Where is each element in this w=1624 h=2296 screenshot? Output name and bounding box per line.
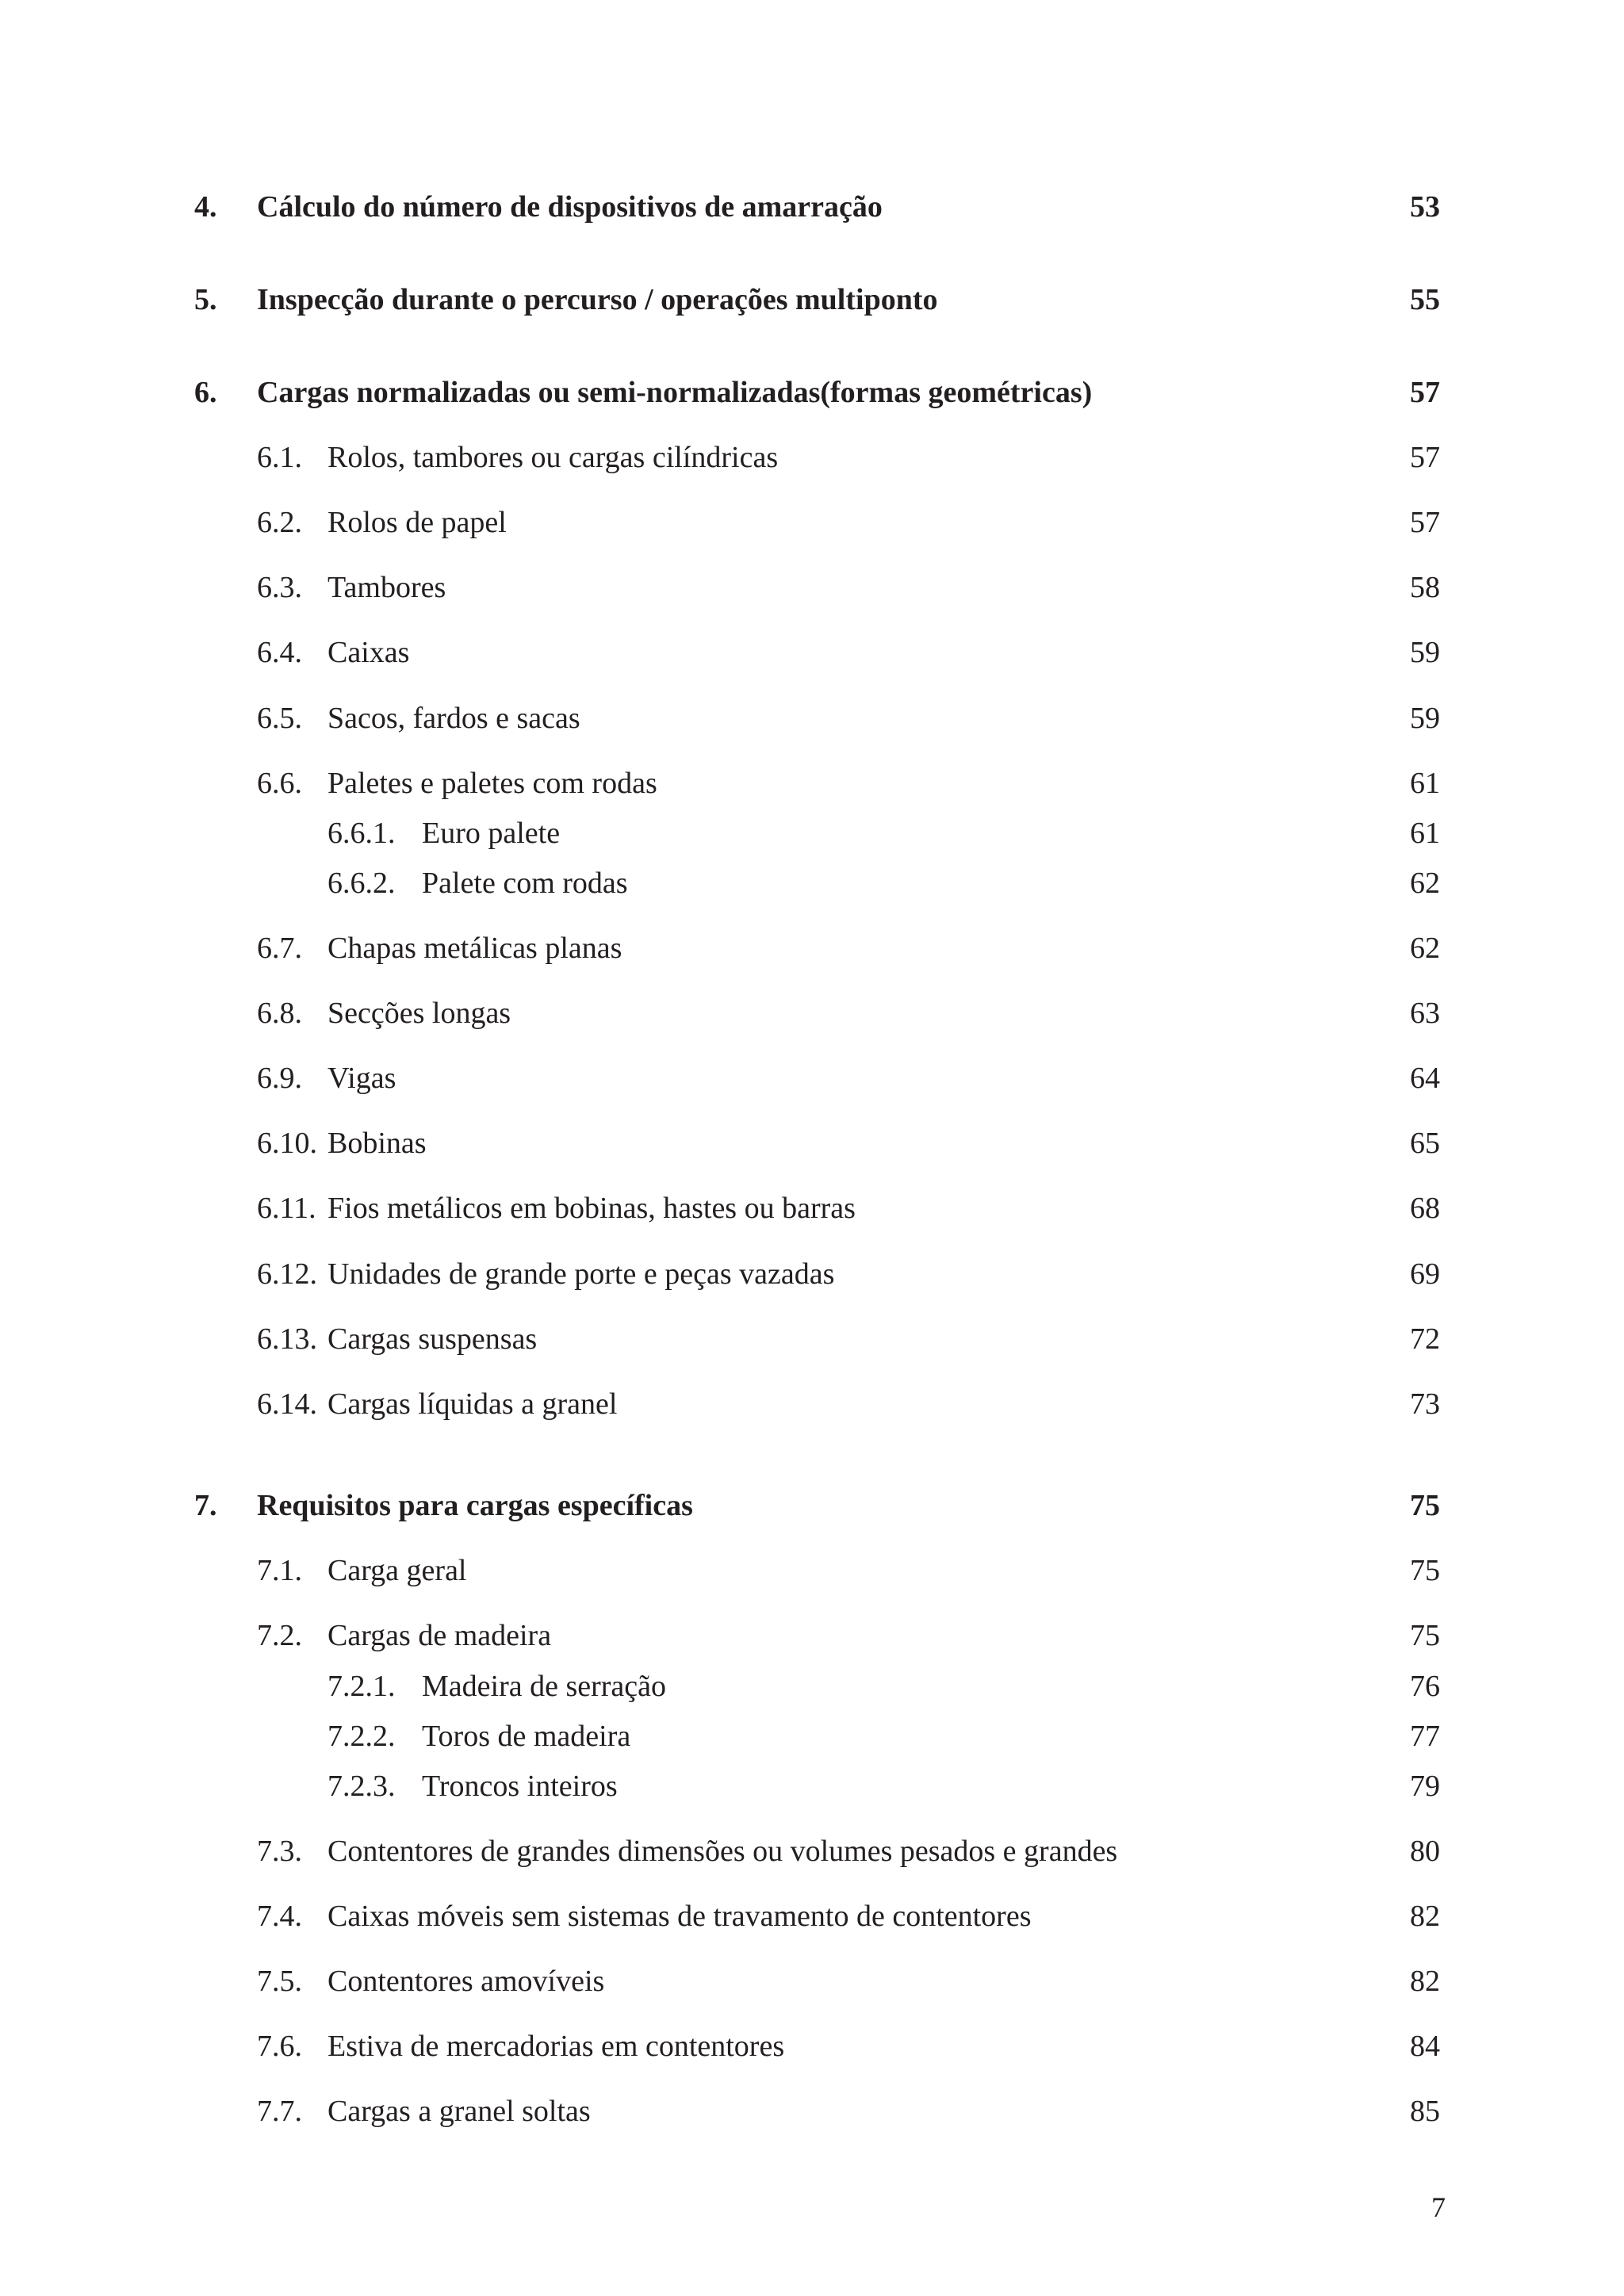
toc-entry-7-6[interactable]: [0, 2022, 1624, 2070]
toc-entry-7-2[interactable]: [0, 1612, 1624, 1659]
entry-page-number: 61: [1410, 817, 1440, 850]
entry-page-number: 61: [1410, 767, 1440, 800]
toc-entry-6-1[interactable]: [0, 434, 1624, 481]
toc-entry-6-6[interactable]: [0, 760, 1624, 807]
entry-title: Troncos inteiros: [422, 1770, 618, 1803]
entry-title: Rolos de papel: [327, 506, 507, 539]
entry-title: Rolos, tambores ou cargas cilíndricas: [327, 441, 779, 474]
toc-entry-7-2-2[interactable]: [0, 1712, 1624, 1760]
entry-number: 7.7.: [257, 2095, 302, 2128]
toc-entry-6-13[interactable]: [0, 1315, 1624, 1363]
entry-page-number: 64: [1410, 1062, 1440, 1095]
entry-page-number: 59: [1410, 636, 1440, 669]
entry-number: 7.3.: [257, 1835, 302, 1868]
entry-title: Cargas normalizadas ou semi-normalizadas(formas geométricas): [257, 376, 1093, 409]
page-number-footer: 7: [1431, 2191, 1446, 2223]
entry-number: 6.1.: [257, 441, 302, 474]
entry-page-number: 80: [1410, 1835, 1440, 1868]
entry-title: Paletes e paletes com rodas: [327, 767, 657, 800]
toc-entry-6-8[interactable]: [0, 989, 1624, 1037]
toc-entry-7-5[interactable]: [0, 1957, 1624, 2005]
entry-title: Cargas líquidas a granel: [327, 1387, 618, 1421]
entry-number: 5.: [194, 283, 217, 316]
entry-title: Estiva de mercadorias em contentores: [327, 2030, 785, 2063]
entry-title: Sacos, fardos e sacas: [327, 702, 580, 735]
toc-entry-7-2-1[interactable]: [0, 1663, 1624, 1710]
entry-number: 7.6.: [257, 2030, 302, 2063]
entry-number: 7.4.: [257, 1900, 302, 1933]
toc-entry-6[interactable]: [0, 369, 1624, 416]
entry-number: 6.7.: [257, 932, 302, 965]
toc-entry-6-6-2[interactable]: [0, 859, 1624, 907]
entry-title: Toros de madeira: [422, 1720, 631, 1753]
entry-page-number: 75: [1410, 1489, 1440, 1522]
entry-number: 6.5.: [257, 702, 302, 735]
entry-page-number: 72: [1410, 1322, 1440, 1356]
entry-page-number: 63: [1410, 997, 1440, 1030]
entry-page-number: 59: [1410, 702, 1440, 735]
toc-entry-7[interactable]: [0, 1482, 1624, 1529]
toc-entry-7-4[interactable]: [0, 1892, 1624, 1940]
toc-entry-6-11[interactable]: [0, 1184, 1624, 1232]
entry-title: Fios metálicos em bobinas, hastes ou barras: [327, 1192, 856, 1225]
entry-title: Caixas: [327, 636, 410, 669]
entry-page-number: 82: [1410, 1900, 1440, 1933]
toc-entry-6-14[interactable]: [0, 1380, 1624, 1428]
toc-entry-5[interactable]: [0, 276, 1624, 323]
entry-number: 6.2.: [257, 506, 302, 539]
entry-number: 6.11.: [257, 1192, 316, 1225]
entry-number: 7.2.2.: [327, 1720, 396, 1753]
entry-page-number: 57: [1410, 376, 1440, 409]
entry-title: Carga geral: [327, 1554, 467, 1587]
toc-entry-7-7[interactable]: [0, 2087, 1624, 2135]
entry-title: Contentores de grandes dimensões ou volumes pesados e grandes: [327, 1835, 1118, 1868]
entry-page-number: 57: [1410, 506, 1440, 539]
entry-title: Requisitos para cargas específicas: [257, 1489, 693, 1522]
entry-page-number: 57: [1410, 441, 1440, 474]
entry-number: 6.6.: [257, 767, 302, 800]
entry-page-number: 84: [1410, 2030, 1440, 2063]
entry-number: 6.9.: [257, 1062, 302, 1095]
entry-number: 7.2.1.: [327, 1670, 396, 1703]
entry-number: 6.12.: [257, 1257, 317, 1291]
toc-entry-7-3[interactable]: [0, 1827, 1624, 1875]
toc-entry-6-12[interactable]: [0, 1250, 1624, 1298]
toc-entry-6-5[interactable]: [0, 695, 1624, 742]
entry-page-number: 85: [1410, 2095, 1440, 2128]
entry-number: 7.: [194, 1489, 217, 1522]
toc-entry-6-3[interactable]: [0, 564, 1624, 611]
entry-title: Cargas a granel soltas: [327, 2095, 591, 2128]
entry-page-number: 79: [1410, 1770, 1440, 1803]
entry-number: 6.14.: [257, 1387, 317, 1421]
entry-title: Cargas de madeira: [327, 1619, 552, 1652]
entry-number: 7.5.: [257, 1965, 302, 1998]
entry-page-number: 58: [1410, 571, 1440, 604]
entry-page-number: 69: [1410, 1257, 1440, 1291]
entry-number: 6.10.: [257, 1127, 317, 1160]
entry-page-number: 53: [1410, 190, 1440, 224]
entry-number: 6.6.1.: [327, 817, 396, 850]
entry-page-number: 75: [1410, 1554, 1440, 1587]
entry-number: 4.: [194, 190, 217, 224]
entry-page-number: 62: [1410, 867, 1440, 900]
entry-number: 6.13.: [257, 1322, 317, 1356]
entry-title: Chapas metálicas planas: [327, 932, 622, 965]
entry-page-number: 65: [1410, 1127, 1440, 1160]
entry-number: 6.4.: [257, 636, 302, 669]
entry-title: Euro palete: [422, 817, 561, 850]
entry-title: Contentores amovíveis: [327, 1965, 605, 1998]
entry-title: Cargas suspensas: [327, 1322, 538, 1356]
entry-number: 7.2.: [257, 1619, 302, 1652]
entry-title: Cálculo do número de dispositivos de amarração: [257, 190, 883, 224]
entry-page-number: 82: [1410, 1965, 1440, 1998]
entry-title: Bobinas: [327, 1127, 427, 1160]
entry-number: 6.6.2.: [327, 867, 396, 900]
entry-page-number: 77: [1410, 1720, 1440, 1753]
entry-number: 6.8.: [257, 997, 302, 1030]
entry-page-number: 55: [1410, 283, 1440, 316]
entry-page-number: 73: [1410, 1387, 1440, 1421]
toc-entry-4[interactable]: [0, 183, 1624, 231]
entry-number: 7.2.3.: [327, 1770, 396, 1803]
entry-page-number: 75: [1410, 1619, 1440, 1652]
entry-number: 7.1.: [257, 1554, 302, 1587]
entry-number: 6.3.: [257, 571, 302, 604]
toc-entry-7-1[interactable]: [0, 1547, 1624, 1594]
entry-page-number: 62: [1410, 932, 1440, 965]
entry-title: Palete com rodas: [422, 867, 628, 900]
entry-title: Vigas: [327, 1062, 396, 1095]
entry-title: Inspecção durante o percurso / operações multiponto: [257, 283, 938, 316]
entry-title: Madeira de serração: [422, 1670, 667, 1703]
entry-number: 6.: [194, 376, 217, 409]
entry-page-number: 68: [1410, 1192, 1440, 1225]
entry-page-number: 76: [1410, 1670, 1440, 1703]
toc-entry-6-6-1[interactable]: [0, 809, 1624, 857]
entry-title: Caixas móveis sem sistemas de travamento de contentores: [327, 1900, 1032, 1933]
entry-title: Secções longas: [327, 997, 511, 1030]
toc-entry-6-2[interactable]: [0, 499, 1624, 546]
toc-entry-7-2-3[interactable]: [0, 1762, 1624, 1810]
toc-entry-6-4[interactable]: [0, 629, 1624, 676]
toc-entry-6-7[interactable]: [0, 924, 1624, 972]
entry-title: Tambores: [327, 571, 446, 604]
toc-entry-6-10[interactable]: [0, 1119, 1624, 1167]
toc-entry-6-9[interactable]: [0, 1054, 1624, 1102]
entry-title: Unidades de grande porte e peças vazadas: [327, 1257, 835, 1291]
